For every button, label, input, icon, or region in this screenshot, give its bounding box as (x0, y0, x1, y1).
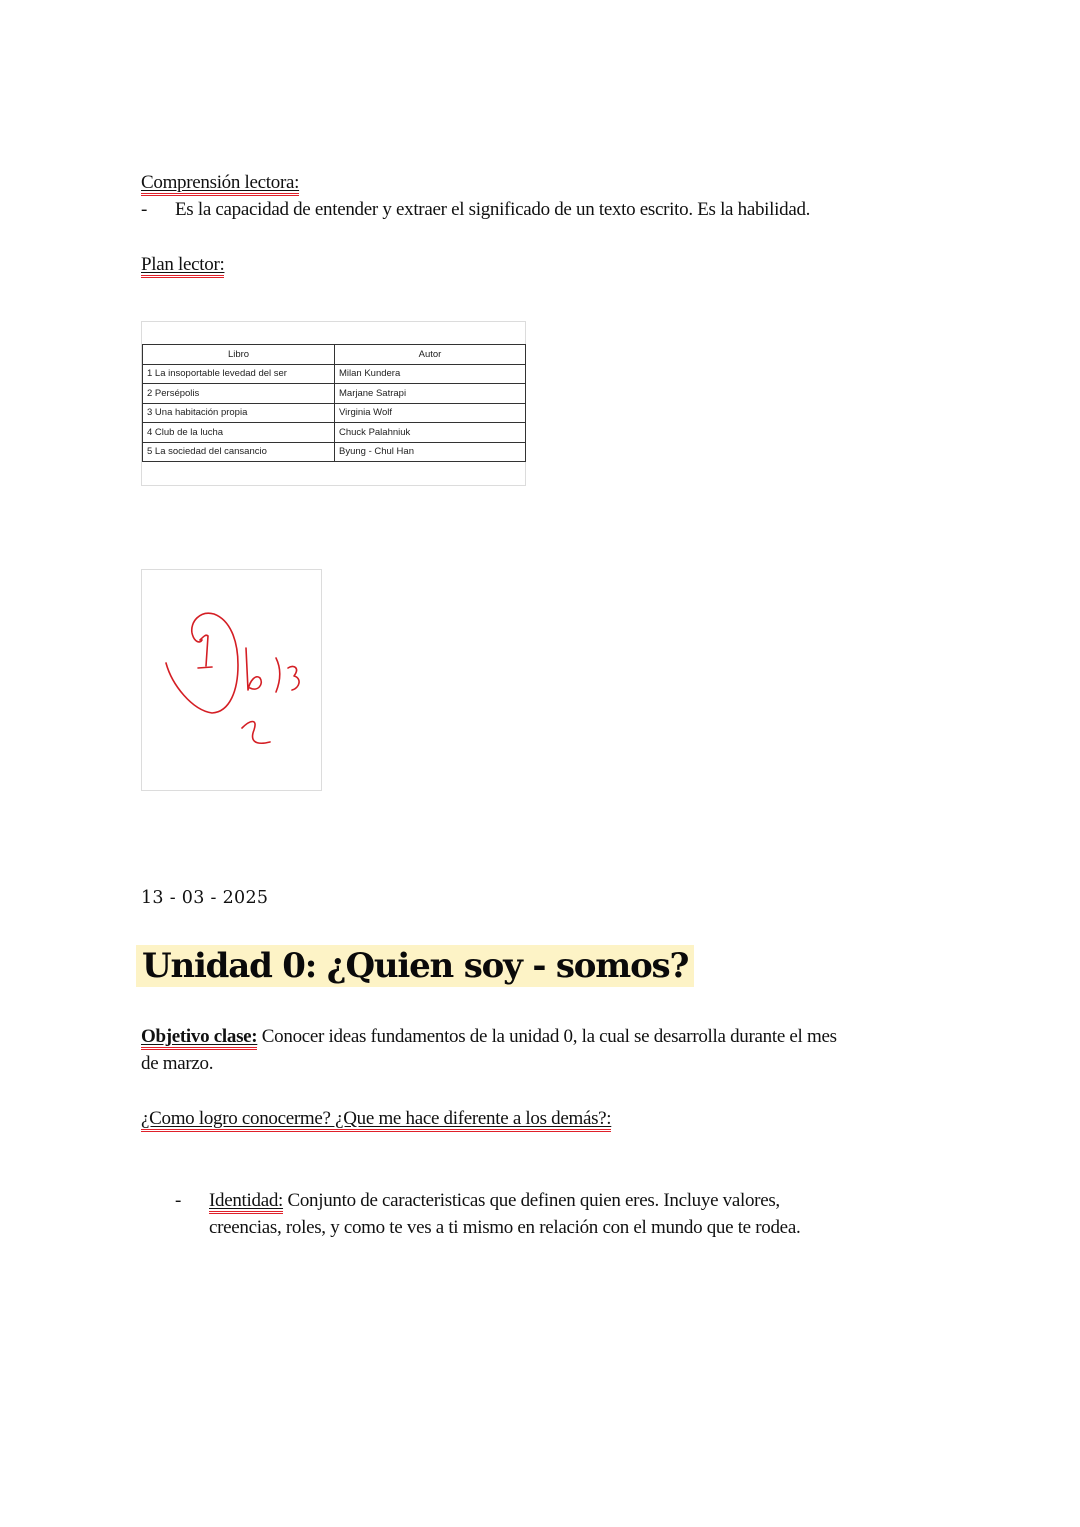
table-row (143, 364, 526, 384)
column-header-author: Autor (335, 345, 526, 365)
table-row (143, 442, 526, 462)
author-cell: Milan Kundera (335, 364, 526, 384)
reading-comprehension-title-text: Comprensión lectora: (141, 172, 299, 196)
objective-text-line2: de marzo. (141, 1053, 214, 1074)
handwritten-drawing-image (141, 569, 322, 791)
book-cell: 5 La sociedad del cansancio (143, 442, 335, 462)
self-knowledge-question (141, 1105, 611, 1132)
book-cell: 3 Una habitación propia (143, 403, 335, 423)
identity-text-line2: creencias, roles, y como te ves a ti mismo en relación con el mundo que te rodea. (209, 1217, 801, 1238)
identity-term: Identidad: (209, 1190, 283, 1214)
table-row (143, 423, 526, 443)
unit-heading: Unidad 0: ¿Quien soy - somos? (136, 945, 694, 987)
book-cell: 4 Club de la lucha (143, 423, 335, 443)
objective-text-line1: Conocer ideas fundamentos de la unidad 0, la cual se desarrolla durante el mes (257, 1026, 837, 1047)
bullet-dash: - (175, 1190, 182, 1211)
reading-comprehension-definition (141, 196, 810, 223)
book-cell: 1 La insoportable levedad del ser (143, 364, 335, 384)
identity-bullet (175, 1187, 780, 1214)
reading-plan-table-image (141, 321, 526, 486)
objective-label: Objetivo clase: (141, 1026, 257, 1050)
plan-lector-title-text: Plan lector: (141, 254, 224, 278)
table-header-row (143, 345, 526, 365)
author-cell: Marjane Satrapi (335, 384, 526, 404)
question-text: ¿Como logro conocerme? ¿Que me hace diferente a los demás?: (141, 1108, 611, 1132)
table-row (143, 384, 526, 404)
identity-text-line1: Conjunto de caracteristicas que definen quien eres. Incluye valores, (283, 1190, 780, 1211)
plan-lector-title (141, 251, 224, 278)
table-row (143, 403, 526, 423)
column-header-book: Libro (143, 345, 335, 365)
reading-plan-table (142, 344, 526, 462)
reading-comprehension-title (141, 169, 299, 196)
book-cell: 2 Persépolis (143, 384, 335, 404)
definition-text: Es la capacidad de entender y extraer el significado de un texto escrito. Es la habilidad. (175, 199, 811, 220)
class-date: 13 - 03 - 2025 (141, 888, 269, 908)
objective-paragraph (141, 1023, 837, 1050)
author-cell: Chuck Palahniuk (335, 423, 526, 443)
author-cell: Byung - Chul Han (335, 442, 526, 462)
handwriting-icon (142, 570, 321, 790)
bullet-dash: - (141, 199, 148, 220)
author-cell: Virginia Wolf (335, 403, 526, 423)
